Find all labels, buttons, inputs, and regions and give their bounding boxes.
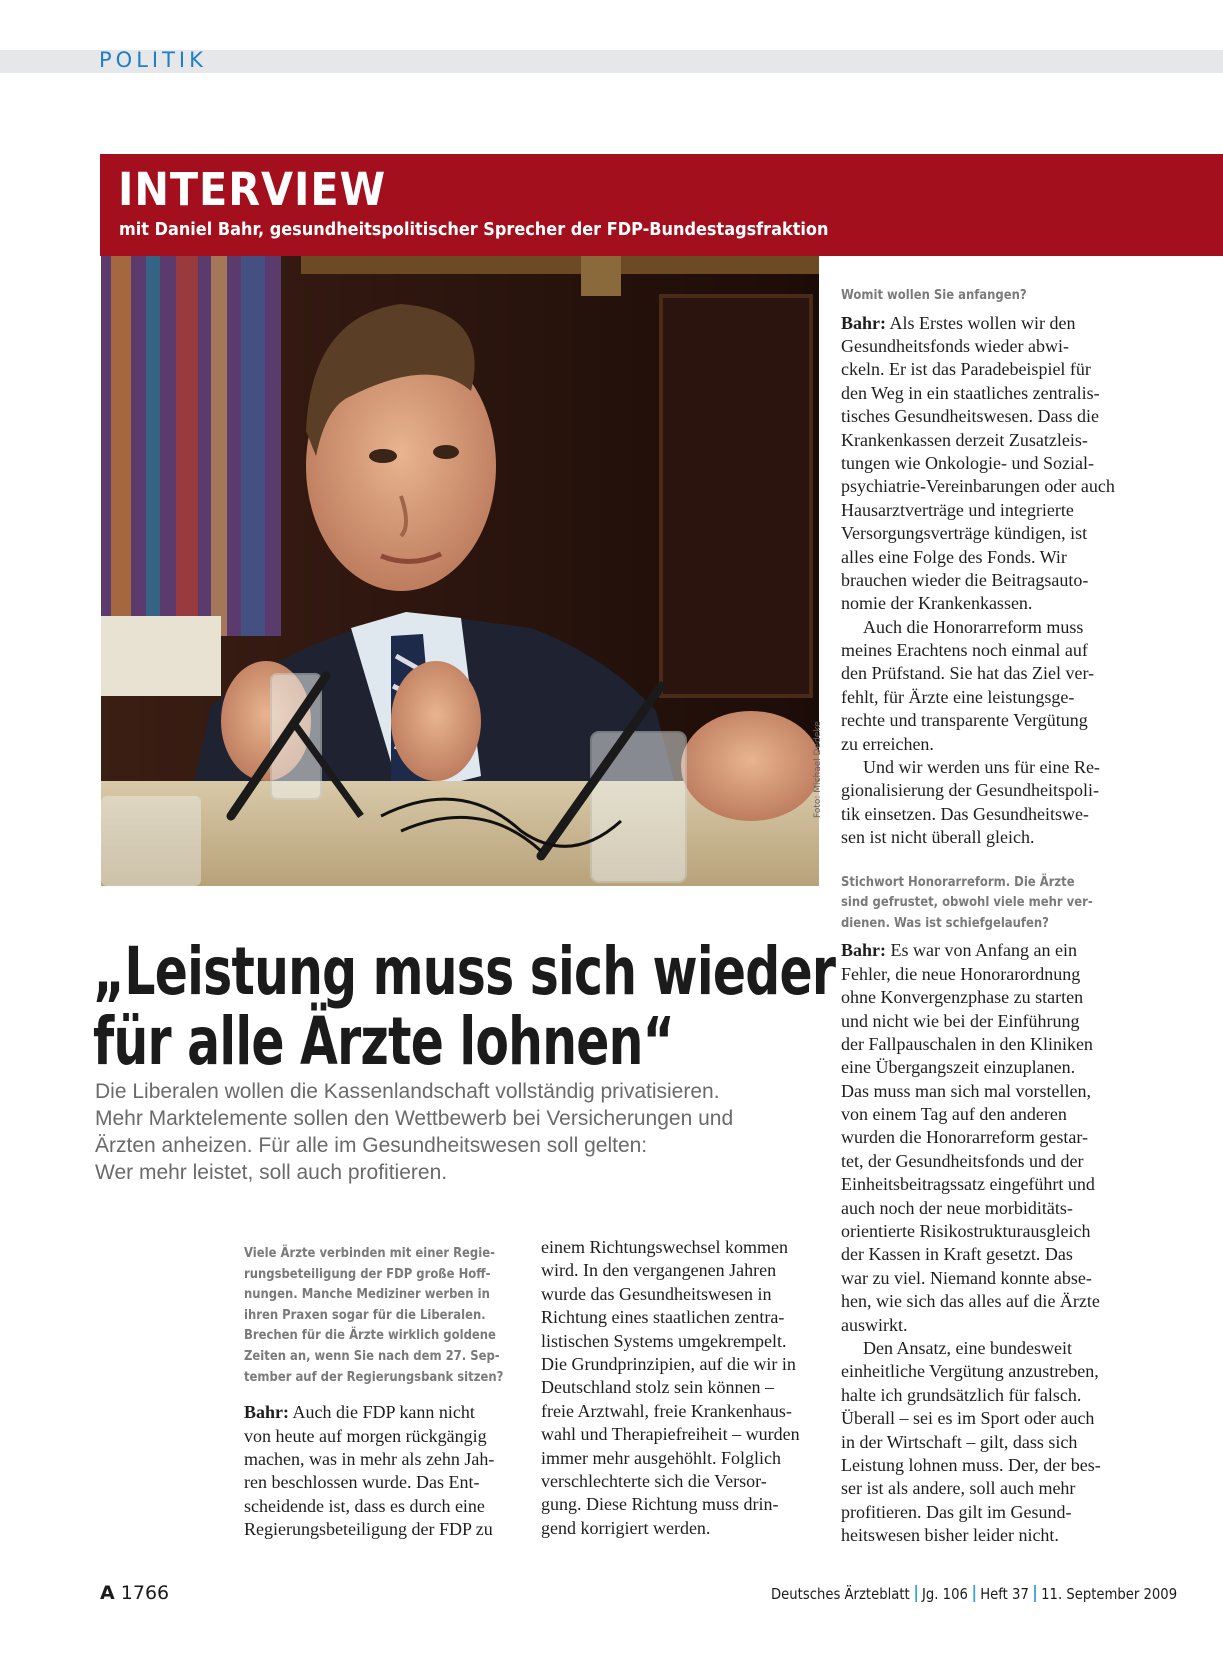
- column-3: [841, 285, 1113, 1548]
- answer-line: wurde das Gesundheitswesen in: [541, 1283, 772, 1304]
- question-line: Zeiten an, wenn Sie nach dem 27. Sep-: [244, 1347, 500, 1364]
- journal-footer: [771, 1585, 1177, 1603]
- answer-line: Auch die Honorarreform muss: [863, 616, 1084, 637]
- answer-line: tungen wie Onkologie- und Sozial-: [841, 452, 1094, 473]
- photo-credit: Foto: Michael Dedeke: [813, 721, 823, 818]
- answer-line: ren beschlossen wurde. Das Ent-: [244, 1472, 480, 1493]
- answer-3: [841, 939, 1113, 1547]
- answer-line: tik einsetzen. Das Gesundheitswe-: [841, 803, 1089, 824]
- journal-volume: Jg. 106: [922, 1585, 968, 1603]
- answer-line: hen, wie sich das alles auf die Ärzte: [841, 1291, 1100, 1312]
- answer-line: meines Erachtens noch einmal auf: [841, 640, 1088, 661]
- journal-date: 11. September 2009: [1041, 1585, 1178, 1603]
- answer-line: der Fallpauschalen in den Kliniken: [841, 1033, 1093, 1054]
- answer-line: tisches Gesundheitswesen. Dass die: [841, 406, 1099, 427]
- speaker-label: Bahr:: [841, 312, 886, 333]
- answer-line: eine Übergangszeit einzuplanen.: [841, 1057, 1076, 1078]
- answer-line: Das muss man sich mal vorstellen,: [841, 1080, 1091, 1101]
- question-line: tember auf der Regierungsbank sitzen?: [244, 1368, 504, 1385]
- answer-line: listischen Systems umgekrempelt.: [541, 1330, 787, 1351]
- question-line: Brechen für die Ärzte wirklich goldene: [244, 1327, 496, 1344]
- footer-separator: [915, 1585, 917, 1602]
- answer-line: alles eine Folge des Fonds. Wir: [841, 546, 1067, 567]
- answer-line: in der Wirtschaft – gilt, dass sich: [841, 1431, 1078, 1452]
- lead-line-3: Ärzten anheizen. Für alle im Gesundheitswesen soll gelten:: [95, 1134, 648, 1157]
- answer-line: ohne Konvergenzphase zu starten: [841, 987, 1084, 1008]
- answer-line: scheidende ist, dass es durch eine: [244, 1495, 485, 1516]
- question-line: sind gefrustet, obwohl viele mehr ver-: [841, 894, 1093, 911]
- answer-line: Gesundheitsfonds wieder abwi-: [841, 335, 1069, 356]
- answer-line: wahl und Therapiefreiheit – wurden: [541, 1424, 800, 1445]
- answer-line: auswirkt.: [841, 1314, 908, 1335]
- answer-line: Den Ansatz, eine bundesweit: [863, 1338, 1072, 1358]
- answer-line: und nicht wie bei der Einführung: [841, 1010, 1080, 1031]
- answer-line: machen, was in mehr als zehn Jah-: [244, 1448, 495, 1469]
- answer-line: freie Arztwahl, freie Krankenhaus-: [541, 1400, 792, 1421]
- speaker-label: Bahr:: [244, 1402, 289, 1423]
- answer-line: sen ist nicht überall gleich.: [841, 827, 1035, 848]
- answer-line: von heute auf morgen rückgängig: [244, 1425, 487, 1446]
- answer-line: der Kassen in Kraft gesetzt. Das: [841, 1244, 1073, 1265]
- answer-line: Hausarztverträge und integrierte: [841, 499, 1074, 520]
- answer-line: profitieren. Das gilt im Gesund-: [841, 1501, 1072, 1522]
- answer-line: auch noch der neue morbiditäts-: [841, 1197, 1073, 1218]
- question-1: [244, 1243, 512, 1387]
- answer-line: Und wir werden uns für eine Re-: [863, 757, 1100, 778]
- answer-line: gionalisierung der Gesundheitspoli-: [841, 780, 1099, 801]
- answer-line: rechte und transparente Vergütung: [841, 710, 1088, 731]
- question-line: Viele Ärzte verbinden mit einer Regie-: [244, 1245, 495, 1261]
- answer-line: einem Richtungswechsel kommen: [541, 1237, 788, 1257]
- question-line: nungen. Manche Mediziner werben in: [244, 1286, 490, 1303]
- answer-line: Fehler, die neue Honorarordnung: [841, 963, 1081, 984]
- answer-line: tet, der Gesundheitsfonds und der: [841, 1150, 1084, 1171]
- answer-line: gend korrigiert werden.: [541, 1517, 711, 1538]
- answer-line: fehlt, für Ärzte eine leistungsge-: [841, 686, 1075, 707]
- banner-title: INTERVIEW: [118, 163, 387, 216]
- page-letter: A: [100, 1582, 115, 1604]
- answer-line: heitswesen bisher leider nicht.: [841, 1525, 1059, 1546]
- answer-line: wurden die Honorarreform gestar-: [841, 1127, 1089, 1148]
- column-2: [541, 1236, 811, 1540]
- answer-line: [841, 312, 1113, 335]
- answer-text: Auch die FDP kann nicht: [289, 1402, 475, 1423]
- answer-line: Die Grundprinzipien, auf die wir in: [541, 1353, 796, 1374]
- answer-line: Richtung eines staatlichen zentra-: [541, 1307, 785, 1328]
- answer-line: den Prüfstand. Sie hat das Ziel ver-: [841, 663, 1095, 684]
- answer-line: Versorgungsverträge kündigen, ist: [841, 523, 1088, 544]
- footer-separator: [973, 1585, 975, 1602]
- lead-line-1: Die Liberalen wollen die Kassenlandschaft vollständig privatisieren.: [95, 1080, 720, 1103]
- answer-line: immer mehr ausgehöhlt. Folglich: [541, 1447, 781, 1468]
- answer-line: halte ich grundsätzlich für falsch.: [841, 1384, 1082, 1405]
- answer-text: Als Erstes wollen wir den: [886, 312, 1076, 333]
- answer-line: einheitliche Vergütung anzustreben,: [841, 1361, 1099, 1382]
- answer-line: [841, 939, 1113, 962]
- answer-line: ckeln. Er ist das Paradebeispiel für: [841, 359, 1091, 380]
- question-line: ihren Praxen sogar für die Liberalen.: [244, 1306, 486, 1323]
- answer-line: brauchen wieder die Beitragsauto-: [841, 569, 1089, 590]
- answer-1: [244, 1401, 512, 1541]
- lead-line-2: Mehr Marktelemente sollen den Wettbewerb bei Versicherungen und: [95, 1107, 734, 1130]
- question-2: Womit wollen Sie anfangen?: [841, 287, 1027, 303]
- question-line: Stichwort Honorarreform. Die Ärzte: [841, 873, 1075, 890]
- answer-line: ser ist als andere, soll auch mehr: [841, 1478, 1076, 1499]
- lead-line-4: Wer mehr leistet, soll auch profitieren.: [95, 1161, 448, 1184]
- answer-text: Es war von Anfang an ein: [886, 940, 1077, 961]
- answer-line: Regierungsbeteiligung der FDP zu: [244, 1519, 493, 1540]
- column-1: [244, 1243, 512, 1542]
- answer-line: war zu viel. Niemand konnte abse-: [841, 1267, 1092, 1288]
- answer-line: von einem Tag auf den anderen: [841, 1104, 1067, 1125]
- speaker-label: Bahr:: [841, 940, 886, 961]
- question-line: rungsbeteiligung der FDP große Hoff-: [244, 1265, 491, 1282]
- answer-line: Deutschland stolz sein können –: [541, 1377, 774, 1398]
- answer-line: verschlechterte sich die Versor-: [541, 1470, 767, 1491]
- answer-line: Überall – sei es im Sport oder auch: [841, 1408, 1095, 1429]
- page-number-value: 1766: [120, 1582, 170, 1604]
- answer-line: psychiatrie-Vereinbarungen oder auch: [841, 476, 1115, 497]
- answer-line: Einheitsbeitragssatz eingeführt und: [841, 1174, 1095, 1195]
- section-label: POLITIK: [99, 48, 207, 72]
- headline-line-2: für alle Ärzte lohnen“: [93, 1003, 675, 1080]
- footer-separator: [1034, 1585, 1036, 1602]
- page-number: [100, 1582, 169, 1604]
- banner-subtitle: mit Daniel Bahr, gesundheitspolitischer Sprecher der FDP-Bundestagsfraktion: [119, 220, 829, 240]
- answer-line: nomie der Krankenkassen.: [841, 593, 1033, 614]
- answer-line: [244, 1401, 512, 1424]
- answer-line: den Weg in ein staatliches zentralis-: [841, 382, 1100, 403]
- headline-line-1: „Leistung muss sich wieder: [93, 933, 836, 1010]
- answer-line: wird. In den vergangenen Jahren: [541, 1260, 777, 1281]
- journal-name: Deutsches Ärzteblatt: [771, 1585, 910, 1603]
- journal-issue: Heft 37: [980, 1585, 1029, 1603]
- answer-2: [841, 312, 1113, 850]
- answer-line: Krankenkassen derzeit Zusatzleis-: [841, 429, 1088, 450]
- answer-line: orientierte Risikostrukturausgleich: [841, 1221, 1091, 1242]
- answer-line: zu erreichen.: [841, 733, 934, 754]
- answer-line: Leistung lohnen muss. Der, der bes-: [841, 1454, 1101, 1475]
- question-3: [841, 872, 1113, 934]
- answer-line: gung. Diese Richtung muss drin-: [541, 1494, 779, 1515]
- question-line: dienen. Was ist schiefgelaufen?: [841, 914, 1049, 931]
- interview-photo: [101, 256, 819, 886]
